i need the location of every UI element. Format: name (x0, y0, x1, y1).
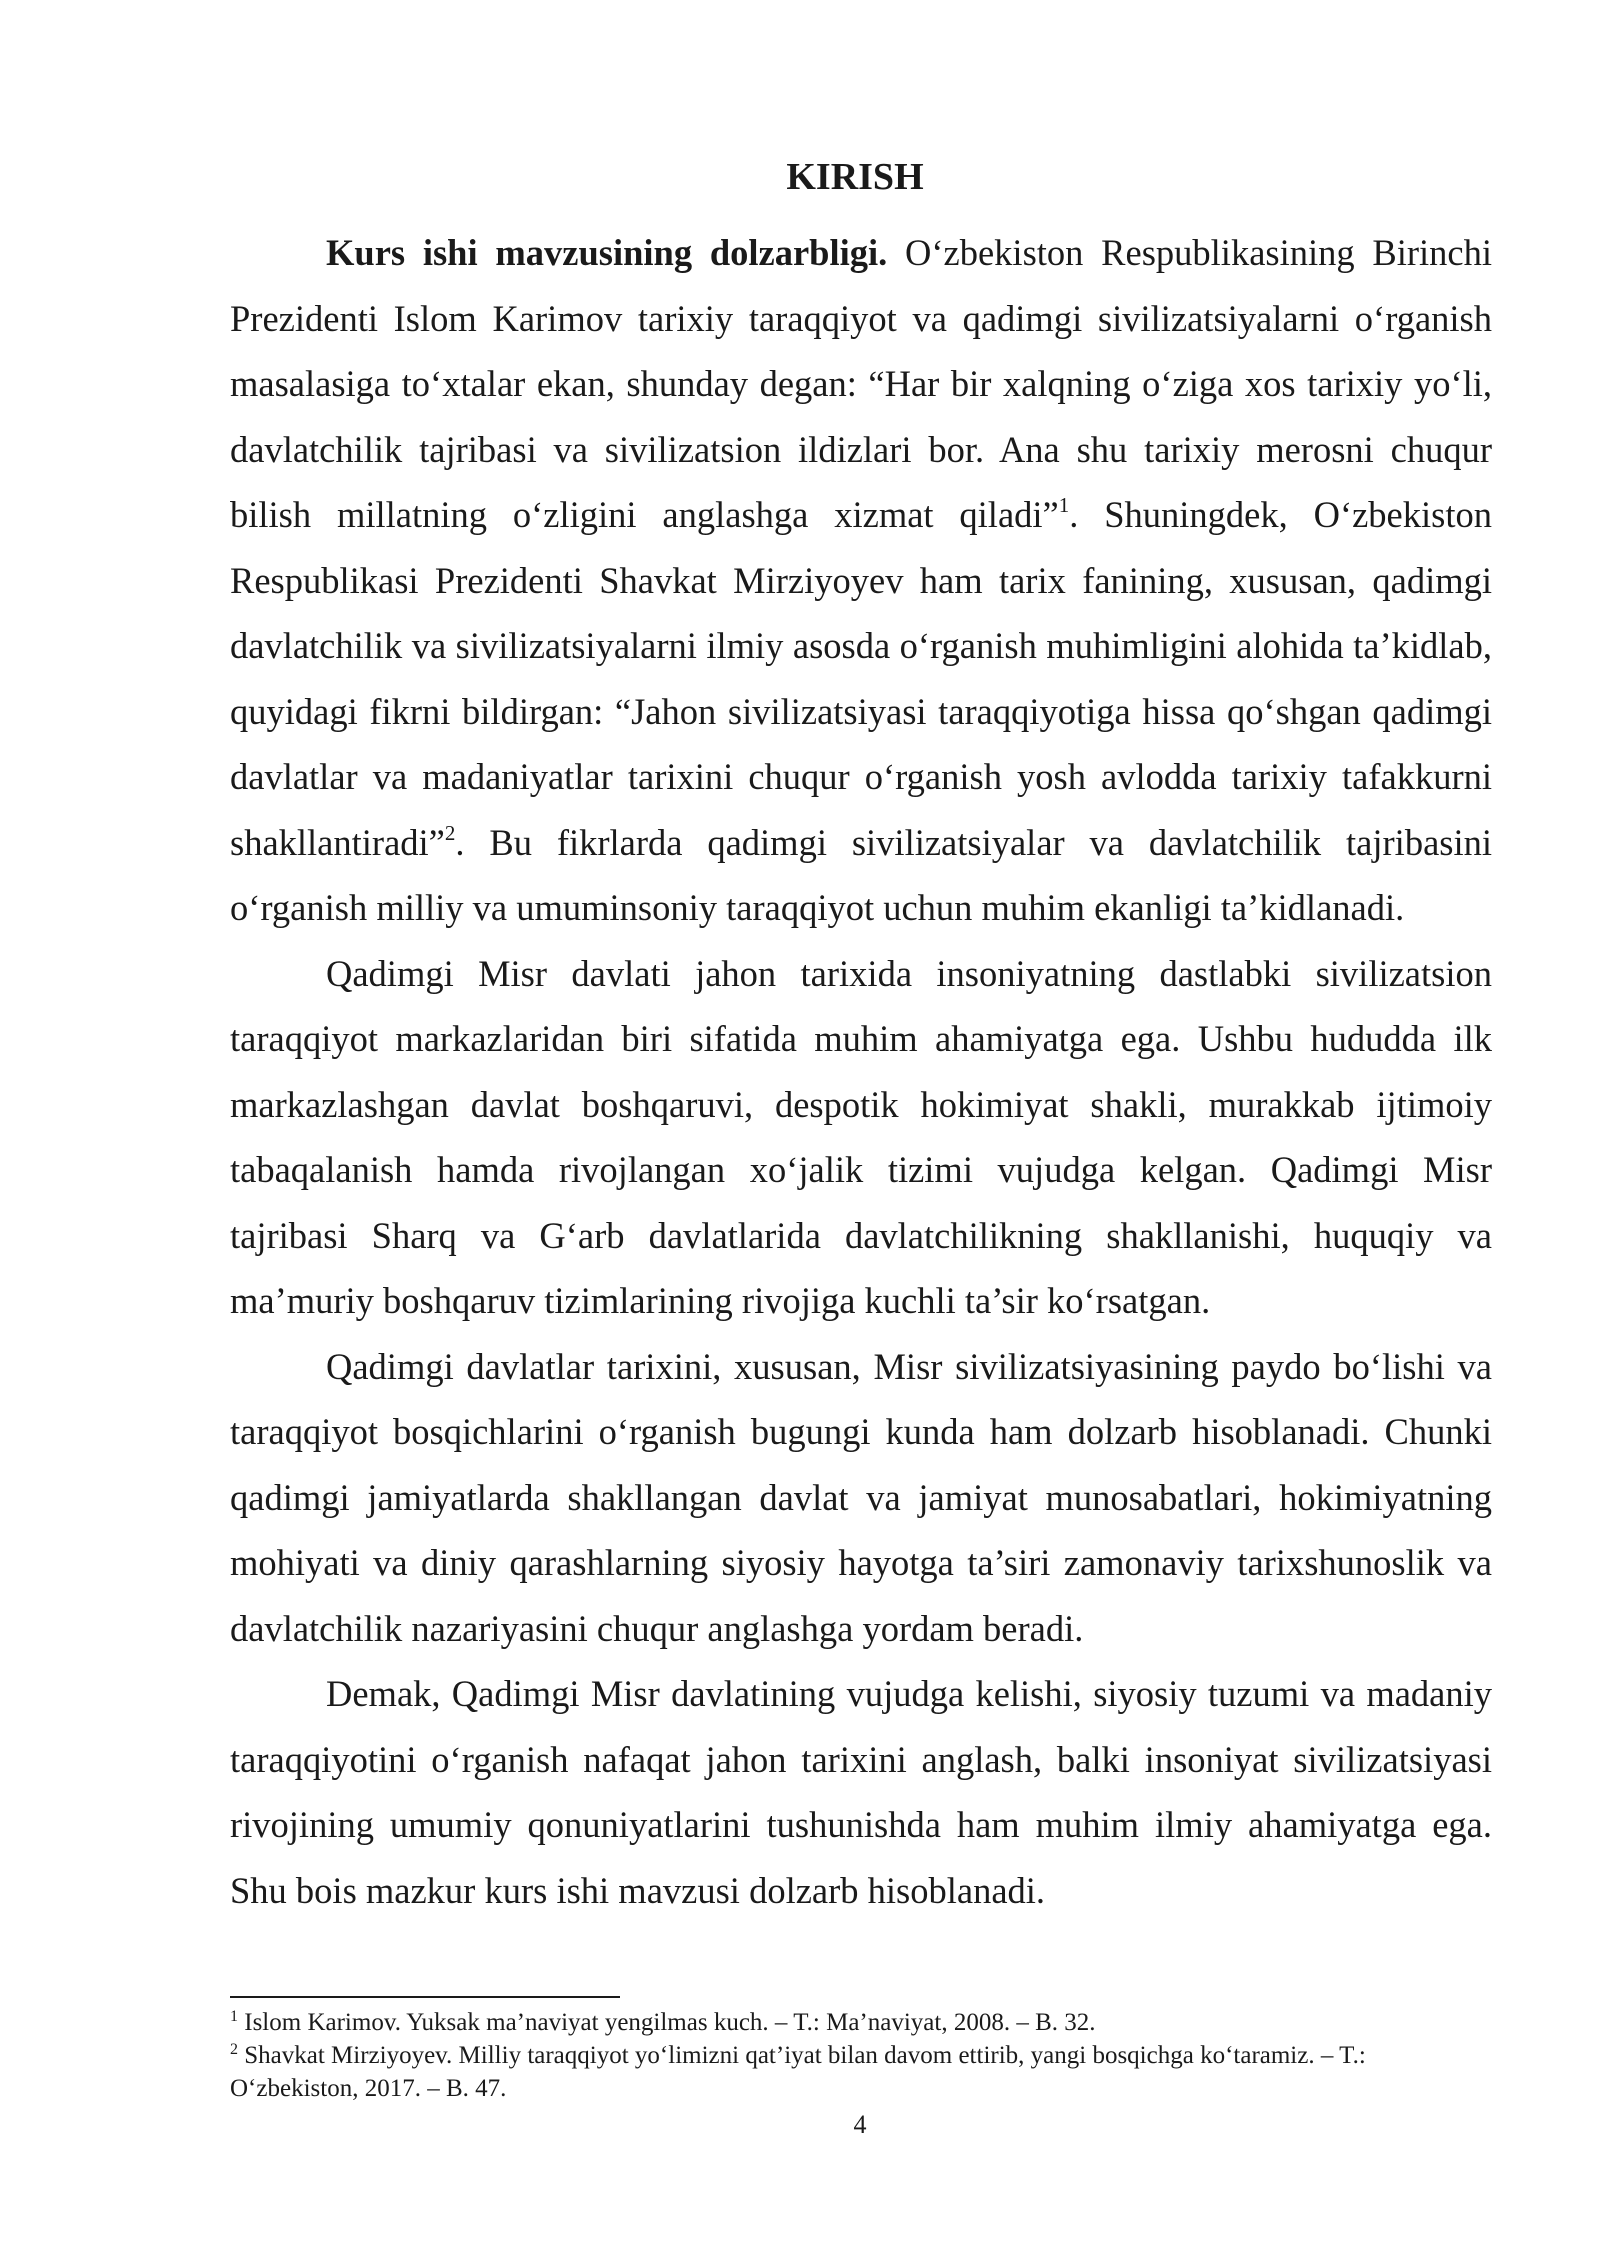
paragraph-text: . Shuningdek, O‘zbekiston Respublikasi Prezidenti Shavkat Mirziyoyev ham tarix fanining, xususan, qadimgi davlatchilik va sivilizatsiyalarni ilmiy asosda o‘rganish muhimligini alohida ta’kidlab, quyidagi fikrni bildirgan: “Jahon sivilizatsiyasi taraqqiyotiga hissa qo‘shgan qadimgi davlatlar va madaniyatlar tarixini chuqur o‘rganish yosh avlodda tarixiy tafakkurni shakllantiradi” (230, 494, 1492, 863)
footnote-mark-2: 2 (230, 2041, 238, 2058)
paragraph-text: O‘zbekiston Respublikasining Birinchi Prezidenti Islom Karimov tarixiy taraqqiyot va qadimgi sivilizatsiyalarni o‘rganish masalasiga to‘xtalar ekan, shunday degan: “Har bir xalqning o‘ziga xos tarixiy yo‘li, davlatchilik tajribasi va sivilizatsion ildizlari bor. Ana shu tarixiy merosni chuqur bilish millatning o‘zligini anglashga xizmat qiladi” (230, 232, 1492, 535)
footnote-2 (230, 2039, 1492, 2105)
footnote-text: Shavkat Mirziyoyev. Milliy taraqqiyot yo‘limizni qat’iyat bilan davom ettirib, yangi bosqichga ko‘taramiz. – T.: O‘zbekiston, 2017. – B. 47. (230, 2042, 1366, 2102)
page-number: 4 (853, 2110, 867, 2139)
paragraph-ancient-egypt: Qadimgi Misr davlati jahon tarixida insoniyatning dastlabki sivilizatsion taraqqiyot markazlaridan biri sifatida muhim ahamiyatga ega. Ushbu hududda ilk markazlashgan davlat boshqaruvi, despotik hokimiyat shakli, murakkab ijtimoiy tabaqalanish hamda rivojlangan xo‘jalik tizimi vujudga kelgan. Qadimgi Misr tajribasi Sharq va G‘arb davlatlarida davlatchilikning shakllanishi, huquqiy va ma’muriy boshqaruv tizimlarining rivojiga kuchli ta’sir ko‘rsatgan. (230, 952, 1492, 1321)
paragraph-conclusion: Demak, Qadimgi Misr davlatining vujudga kelishi, siyosiy tuzumi va madaniy taraqqiyotini o‘rganish nafaqat jahon tarixini anglash, balki insoniyat sivilizatsiyasi rivojining umumiy qonuniyatlarini tushunishda ham muhim ilmiy ahamiyatga ega. Shu bois mazkur kurs ishi mavzusi dolzarb hisoblanadi. (230, 1673, 1492, 1911)
footnote-text: Islom Karimov. Yuksak ma’naviyat yengilmas kuch. – T.: Ma’naviyat, 2008. – B. 32. (238, 2009, 1096, 2036)
paragraph-text: . Bu fikrlarda qadimgi sivilizatsiyalar va davlatchilik tajribasini o‘rganish milliy va umuminsoniy taraqqiyot uchun muhim ekanligi ta’kidlanadi. (230, 821, 1492, 928)
paragraph-lead-heading: Kurs ishi mavzusining dolzarbligi. (326, 232, 888, 273)
paragraph-relevance (230, 220, 1492, 941)
footnotes (230, 2006, 1492, 2105)
body-text (230, 220, 1492, 1923)
page-title: KIRISH (786, 156, 924, 198)
paragraph-ancient-states: Qadimgi davlatlar tarixini, xususan, Misr sivilizatsiyasining paydo bo‘lishi va taraqqiyot bosqichlarini o‘rganish bugungi kunda ham dolzarb hisoblanadi. Chunki qadimgi jamiyatlarda shakllangan davlat va jamiyat munosabatlari, hokimiyatning mohiyati va diniy qarashlarning siyosiy hayotga ta’siri zamonaviy tarixshunoslik va davlatchilik nazariyasini chuqur anglashga yordam beradi. (230, 1345, 1492, 1649)
footnote-1 (230, 2006, 1492, 2039)
footnote-reference-1[interactable]: 1 (1058, 493, 1070, 517)
footnote-mark-1: 1 (230, 2008, 238, 2025)
footnote-divider (230, 1996, 620, 1998)
footnote-reference-2[interactable]: 2 (444, 820, 456, 845)
